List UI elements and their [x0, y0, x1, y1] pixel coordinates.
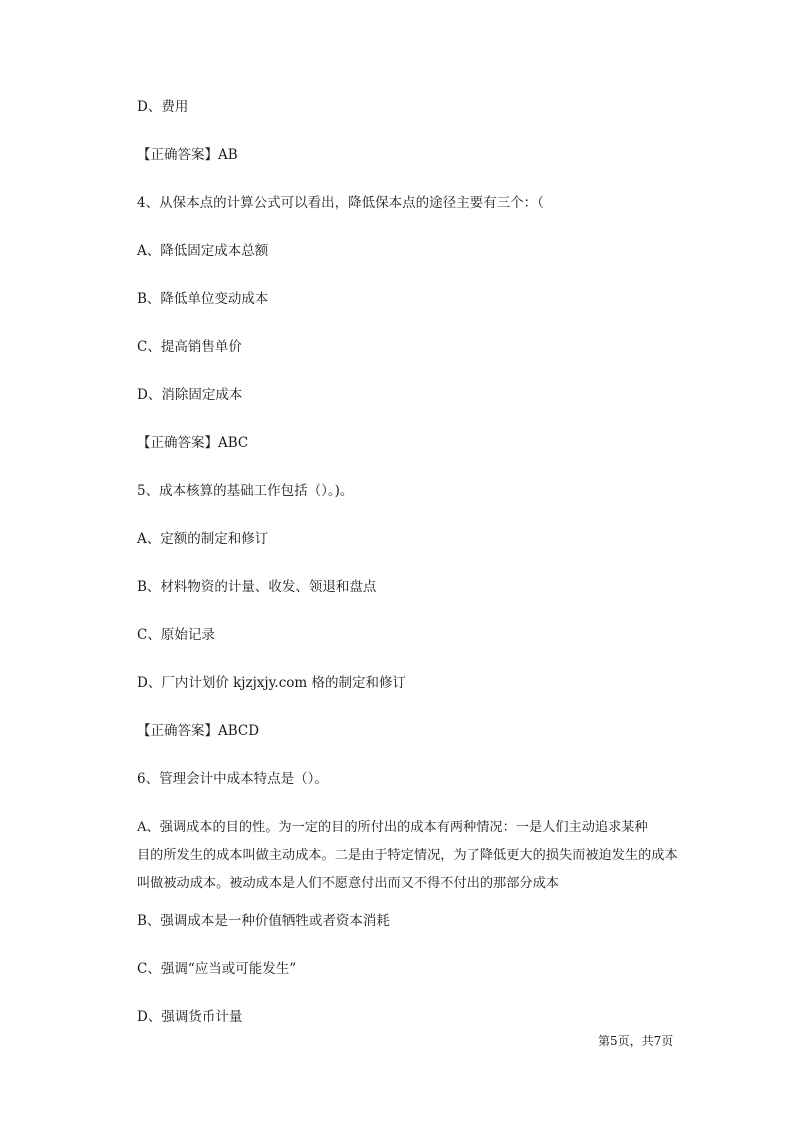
option-a-q6-line2: 目的所发生的成本叫做主动成本。二是由于特定情况，为了降低更大的损失而被迫发生的成本	[137, 848, 678, 863]
option-a-q6	[137, 814, 686, 898]
question-4: 4、从保本点的计算公式可以看出，降低保本点的途径主要有三个：（	[137, 195, 544, 211]
option-b-q5: B、材料物资的计量、收发、领退和盘点	[137, 579, 377, 595]
page-number-footer: 第5页，共7页	[598, 1034, 674, 1048]
option-d-q6: D、强调货币计量	[137, 1009, 243, 1025]
answer-q3: 【正确答案】AB	[137, 147, 238, 163]
option-c-q6: C、强调“应当或可能发生”	[137, 961, 297, 977]
option-c-q4: C、提高销售单价	[137, 339, 242, 355]
question-6: 6、管理会计中成本特点是（）。	[137, 771, 328, 787]
option-a-q5: A、定额的制定和修订	[137, 531, 269, 547]
option-d-q5: D、厂内计划价 kjzjxjy.com 格的制定和修订	[137, 675, 406, 691]
option-b-q4: B、降低单位变动成本	[137, 291, 269, 307]
question-5: 5、成本核算的基础工作包括（）。)。	[137, 483, 354, 499]
option-d-q4: D、消除固定成本	[137, 387, 243, 403]
option-b-q6: B、强调成本是一种价值牺牲或者资本消耗	[137, 913, 390, 929]
option-a-q6-line1: A、强调成本的目的性。为一定的目的所付出的成本有两种情况：一是人们主动追求某种	[137, 820, 648, 835]
option-c-q5: C、原始记录	[137, 627, 215, 643]
answer-q4: 【正确答案】ABC	[137, 435, 249, 451]
answer-q5: 【正确答案】ABCD	[137, 723, 260, 739]
option-d-q3: D、费用	[137, 99, 189, 115]
option-a-q4: A、降低固定成本总额	[137, 243, 269, 259]
option-a-q6-line3: 叫做被动成本。被动成本是人们不愿意付出而又不得不付出的那部分成本	[137, 876, 559, 891]
